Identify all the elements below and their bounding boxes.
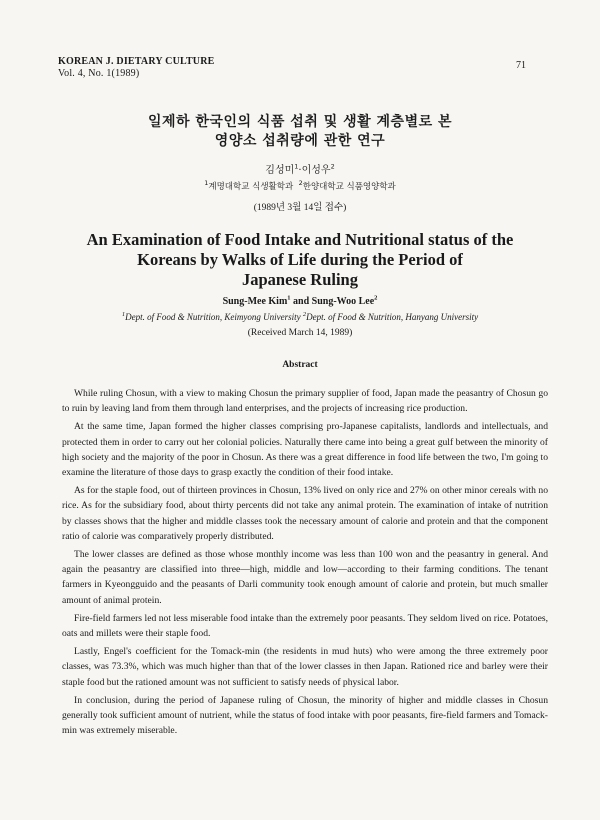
korean-affil-1: 계명대학교 식생활학과 bbox=[208, 182, 294, 192]
english-received-date: (Received March 14, 1989) bbox=[247, 328, 353, 338]
korean-author-2-sup: 2 bbox=[330, 162, 335, 171]
journal-header bbox=[58, 56, 215, 80]
korean-author-separator: · bbox=[298, 165, 302, 176]
korean-received-date: (1989년 3월 14일 접수) bbox=[253, 203, 347, 213]
abstract-paragraph: In conclusion, during the period of Japanese ruling of Chosun, the minority of higher and middle classes in Chosun generally took sufficient amount of nutrient, while the status of food intake with poor peasants, fire-field farmers and Tomack-min was extremely miserable. bbox=[62, 694, 548, 737]
english-title bbox=[50, 230, 550, 290]
english-author-1-sup: 1 bbox=[287, 294, 291, 302]
english-author-join: and bbox=[290, 296, 312, 307]
journal-volume: Vol. 4, No. 1(1989) bbox=[58, 68, 140, 79]
abstract-paragraph: Lastly, Engel's coefficient for the Tomack-min (the residents in mud huts) who were among the three extremely poor classes, was 73.3%, which was much higher than that of the lower classes in then Japan. Rationed rice and barley were their staple food but the rationed amount was not sufficient to satisfy needs of physical labor. bbox=[62, 646, 548, 688]
abstract-heading: Abstract bbox=[282, 360, 318, 370]
journal-name: KOREAN J. DIETARY CULTURE bbox=[58, 56, 215, 67]
english-title-line-2: Koreans by Walks of Life during the Period of bbox=[137, 250, 463, 269]
korean-title bbox=[0, 113, 600, 151]
english-author-2: Sung-Woo Lee bbox=[311, 296, 375, 307]
english-affil-1: Dept. of Food & Nutrition, Keimyong University bbox=[125, 312, 303, 322]
abstract-paragraph: At the same time, Japan formed the higher classes comprising pro-Japanese capitalists, landlords and intellectuals, and protected them in order to carry out her colonial policies. Naturally there came into being a great gulf between the minority of high society and the majority of the poor in Chosun. As there was a great difference in food life between the two, I'm going to examine the literature of those days to grasp exactly the condition of their food intake. bbox=[62, 421, 548, 479]
english-title-line-1: An Examination of Food Intake and Nutritional status of the bbox=[86, 230, 514, 249]
english-affil-2-sup: 2 bbox=[302, 311, 307, 318]
korean-author-1-sup: 1 bbox=[294, 162, 299, 171]
english-title-line-3: Japanese Ruling bbox=[242, 270, 358, 289]
abstract-paragraph: The lower classes are defined as those whose monthly income was less than 100 won and the peasantry in general. And again the peasantry are classified into three—high, middle and low—according to their farming conditions. The tenant farmers in Kyeongguido and the peasants of Darli community took enough amount of calorie and protein, but much smaller amount of animal protein. bbox=[62, 549, 548, 606]
english-author-2-sup: 2 bbox=[374, 294, 378, 302]
korean-affil-2: 한양대학교 식품영양학과 bbox=[302, 182, 396, 192]
korean-title-line-1: 일제하 한국인의 식품 섭취 및 생활 계층별로 본 bbox=[147, 114, 453, 130]
abstract-paragraph: Fire-field farmers led not less miserable food intake than the extremely poor peasants. They seldom lived on rice. Potatoes, oats and millets were their staple food. bbox=[62, 612, 548, 640]
korean-title-line-2: 영양소 섭취량에 관한 연구 bbox=[214, 133, 386, 149]
page-number: 71 bbox=[516, 60, 526, 71]
english-authors bbox=[0, 296, 600, 307]
korean-authors bbox=[0, 161, 600, 176]
abstract-paragraph: While ruling Chosun, with a view to making Chosun the primary supplier of food, Japan made the peasantry of Chosun go to ruin by leaving land from them through land enterprises, and the projects of increasing rice production. bbox=[62, 388, 548, 415]
korean-author-1: 김성미 bbox=[265, 165, 295, 176]
korean-affil-1-sup: 1 bbox=[204, 179, 209, 188]
english-author-1: Sung-Mee Kim bbox=[222, 296, 288, 307]
korean-affil-2-sup: 2 bbox=[298, 179, 303, 188]
korean-author-2: 이성우 bbox=[301, 165, 331, 176]
english-affil-2: Dept. of Food & Nutrition, Hanyang University bbox=[306, 312, 479, 322]
abstract-paragraph: As for the staple food, out of thirteen provinces in Chosun, 13% lived on only rice and 27% on other minor cereals with no rice. As for the subsidiary food, about thirty percents did not take any animal protein. The examination of intake of nutrition by classes shows that the higher and middle classes took the necessary amount of calorie and protein and that the component ratio of calorie was comparatively properly distributed. bbox=[62, 485, 548, 542]
english-affiliations bbox=[0, 312, 600, 322]
abstract-body bbox=[62, 386, 548, 741]
korean-affiliations bbox=[0, 180, 600, 192]
english-affil-1-sup: 1 bbox=[121, 311, 126, 318]
